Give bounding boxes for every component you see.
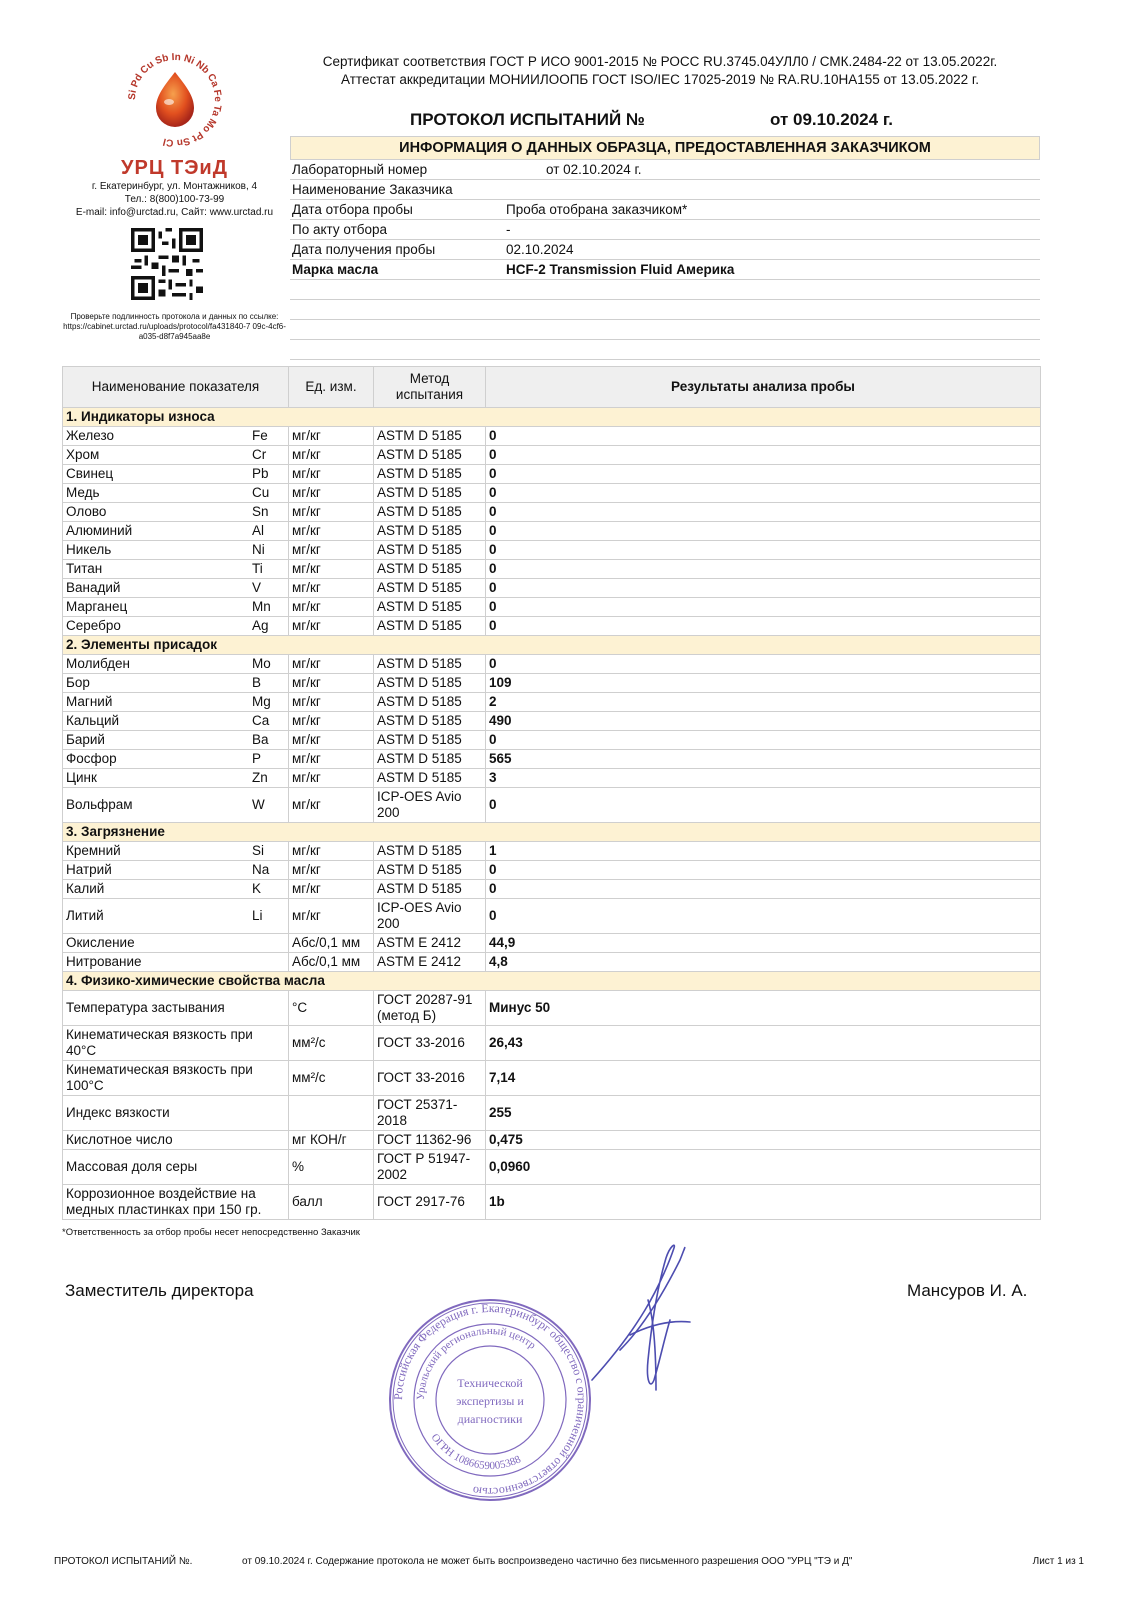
footer-page-number: Лист 1 из 1 (1032, 1556, 1084, 1567)
result-value: 0 (486, 861, 1041, 880)
section-row (63, 972, 1041, 991)
result-row (63, 934, 1041, 953)
indicator-cell (63, 1061, 289, 1096)
company-logo-icon (120, 50, 230, 150)
section-title: 3. Загрязнение (63, 823, 1041, 842)
result-value: Минус 50 (486, 991, 1041, 1026)
unit-cell: мг/кг (289, 617, 374, 636)
indicator-cell (63, 731, 289, 750)
result-row (63, 953, 1041, 972)
result-row (63, 1150, 1041, 1185)
indicator-cell (63, 934, 289, 953)
footer-middle: от 09.10.2024 г. Содержание протокола не может быть воспроизведено частично без письменного разрешения ООО "УРЦ "ТЭ и Д" (242, 1556, 853, 1567)
company-logo-block (62, 50, 287, 219)
company-address: г. Екатеринбург, ул. Монтажников, 4 (91, 181, 258, 192)
method-cell: ASTM D 5185 (374, 617, 486, 636)
result-value: 0 (486, 560, 1041, 579)
element-symbol: Ni (252, 542, 265, 557)
header-name: Наименование показателя (63, 367, 289, 408)
info-value: 02.10.2024 (506, 242, 574, 257)
element-symbol: K (252, 881, 262, 896)
indicator-name: Свинец (66, 466, 114, 481)
result-value: 0 (486, 446, 1041, 465)
indicator-cell (63, 617, 289, 636)
indicator-cell (63, 1131, 289, 1150)
info-value: Проба отобрана заказчиком* (506, 202, 688, 217)
indicator-name: Ванадий (66, 580, 121, 595)
sample-info-row (290, 180, 1040, 200)
unit-cell: Абс/0,1 мм (289, 934, 374, 953)
result-row (63, 788, 1041, 823)
unit-cell: мг/кг (289, 861, 374, 880)
indicator-cell (63, 1026, 289, 1061)
method-cell: ASTM D 5185 (374, 861, 486, 880)
result-value: 0 (486, 522, 1041, 541)
unit-cell: мг/кг (289, 560, 374, 579)
unit-cell: мг/кг (289, 712, 374, 731)
indicator-name: Окисление (66, 935, 135, 950)
section-row (63, 823, 1041, 842)
sample-info-heading: ИНФОРМАЦИЯ О ДАННЫХ ОБРАЗЦА, ПРЕДОСТАВЛЕННАЯ ЗАКАЗЧИКОМ (290, 136, 1040, 160)
unit-cell: мг/кг (289, 880, 374, 899)
results-body (63, 408, 1041, 1220)
indicator-name: Нитрование (66, 954, 142, 969)
result-row (63, 712, 1041, 731)
unit-cell: мг/кг (289, 427, 374, 446)
result-row (63, 1185, 1041, 1220)
result-row (63, 731, 1041, 750)
indicator-name: Медь (66, 485, 100, 500)
sample-info-blank-row (290, 280, 1040, 300)
protocol-date: от 09.10.2024 г. (770, 110, 893, 129)
header-unit: Ед. изм. (289, 367, 374, 408)
stamp-outer-text: Российская Федерация г. Екатеринбург общество с ограниченной ответственностью (390, 1300, 590, 1500)
indicator-cell (63, 484, 289, 503)
method-cell: ASTM D 5185 (374, 712, 486, 731)
indicator-cell (63, 598, 289, 617)
method-cell: ASTM D 5185 (374, 560, 486, 579)
unit-cell: мг/кг (289, 693, 374, 712)
result-row (63, 1026, 1041, 1061)
result-value: 0 (486, 465, 1041, 484)
stamp-center-line3: диагностики (457, 1412, 523, 1426)
indicator-name: Магний (66, 694, 113, 709)
indicator-name: Фосфор (66, 751, 117, 766)
indicator-cell (63, 788, 289, 823)
indicator-name: Температура застывания (66, 1000, 225, 1015)
element-symbol: Li (252, 908, 263, 923)
sample-info-blank-row (290, 340, 1040, 360)
result-value: 0 (486, 598, 1041, 617)
indicator-cell (63, 953, 289, 972)
info-key: Дата отбора пробы (292, 202, 413, 217)
info-value: - (506, 222, 511, 237)
result-value: 1 (486, 842, 1041, 861)
unit-cell: мг/кг (289, 769, 374, 788)
result-row (63, 427, 1041, 446)
result-value: 0 (486, 503, 1041, 522)
result-row (63, 503, 1041, 522)
unit-cell: мм²/с (289, 1061, 374, 1096)
results-table (62, 366, 1041, 1220)
indicator-name: Бор (66, 675, 90, 690)
element-symbol: Al (252, 523, 265, 538)
indicator-name: Барий (66, 732, 105, 747)
element-symbol: Na (252, 862, 270, 877)
section-title: 1. Индикаторы износа (63, 408, 1041, 427)
indicator-name: Вольфрам (66, 797, 133, 812)
indicator-cell (63, 1150, 289, 1185)
unit-cell: мг/кг (289, 674, 374, 693)
result-row (63, 1061, 1041, 1096)
indicator-cell (63, 541, 289, 560)
unit-cell: мг/кг (289, 842, 374, 861)
info-key: Наименование Заказчика (292, 182, 453, 197)
unit-cell: Абс/0,1 мм (289, 953, 374, 972)
method-cell: ASTM D 5185 (374, 674, 486, 693)
company-phone: Тел.: 8(800)100-73-99 (124, 194, 225, 205)
method-cell: ASTM D 5185 (374, 655, 486, 674)
indicator-cell (63, 427, 289, 446)
result-row (63, 617, 1041, 636)
results-header-row (63, 367, 1041, 408)
accreditation-line: Аттестат аккредитации МОНИИЛООПБ ГОСТ ISO/IEC 17025-2019 № RA.RU.10НА155 от 13.05.2022 г. (341, 72, 979, 87)
indicator-name: Кинематическая вязкость при 100°С (66, 1062, 253, 1093)
unit-cell: мг/кг (289, 541, 374, 560)
element-symbol: Si (252, 843, 265, 858)
result-row (63, 769, 1041, 788)
header-result: Результаты анализа пробы (486, 367, 1041, 408)
indicator-cell (63, 842, 289, 861)
method-cell: ASTM D 5185 (374, 484, 486, 503)
method-cell: ГОСТ 25371-2018 (374, 1096, 486, 1131)
result-value: 0 (486, 788, 1041, 823)
result-row (63, 880, 1041, 899)
unit-cell: мг/кг (289, 655, 374, 674)
indicator-name: Кинематическая вязкость при 40°С (66, 1027, 253, 1058)
indicator-name: Цинк (66, 770, 97, 785)
result-value: 0 (486, 579, 1041, 598)
method-cell: ГОСТ 33-2016 (374, 1026, 486, 1061)
footnote: *Ответственность за отбор пробы несет непосредственно Заказчик (62, 1227, 360, 1238)
result-value: 0 (486, 880, 1041, 899)
method-cell: ASTM D 5185 (374, 750, 486, 769)
protocol-title: ПРОТОКОЛ ИСПЫТАНИЙ № (410, 110, 645, 129)
unit-cell: балл (289, 1185, 374, 1220)
element-symbol: Fe (252, 428, 268, 443)
unit-cell: мг/кг (289, 503, 374, 522)
method-cell: ASTM D 5185 (374, 769, 486, 788)
result-value: 255 (486, 1096, 1041, 1131)
header-method: Метод испытания (374, 367, 486, 408)
sample-info-blank-row (290, 320, 1040, 340)
unit-cell: % (289, 1150, 374, 1185)
result-row (63, 598, 1041, 617)
element-symbol: Ba (252, 732, 269, 747)
result-row (63, 1131, 1041, 1150)
result-row (63, 541, 1041, 560)
sample-info-blank-row (290, 300, 1040, 320)
indicator-cell (63, 861, 289, 880)
unit-cell: мг/кг (289, 788, 374, 823)
indicator-name: Индекс вязкости (66, 1105, 170, 1120)
element-symbol: B (252, 675, 262, 690)
indicator-cell (63, 560, 289, 579)
method-cell: ASTM D 5185 (374, 842, 486, 861)
unit-cell: мг/кг (289, 446, 374, 465)
indicator-name: Кремний (66, 843, 121, 858)
verification-note (62, 312, 287, 342)
indicator-cell (63, 712, 289, 731)
unit-cell: °С (289, 991, 374, 1026)
result-value: 0 (486, 731, 1041, 750)
method-cell: ГОСТ 33-2016 (374, 1061, 486, 1096)
indicator-name: Кислотное число (66, 1132, 173, 1147)
section-row (63, 408, 1041, 427)
unit-cell: мг/кг (289, 899, 374, 934)
element-symbol: W (252, 797, 265, 812)
indicator-cell (63, 750, 289, 769)
info-value: от 02.10.2024 г. (546, 162, 642, 177)
unit-cell: мм²/с (289, 1026, 374, 1061)
signer-title: Заместитель директора (65, 1281, 254, 1300)
method-cell: ASTM D 5185 (374, 693, 486, 712)
method-cell: ASTM D 5185 (374, 579, 486, 598)
result-value: 0 (486, 655, 1041, 674)
method-cell: ICP-OES Avio 200 (374, 899, 486, 934)
sample-info-row (290, 200, 1040, 220)
element-symbol: Ag (252, 618, 269, 633)
indicator-cell (63, 465, 289, 484)
method-cell: ASTM E 2412 (374, 934, 486, 953)
indicator-name: Алюминий (66, 523, 133, 538)
indicator-cell (63, 991, 289, 1026)
indicator-name: Железо (66, 428, 114, 443)
indicator-cell (63, 674, 289, 693)
unit-cell (289, 1096, 374, 1131)
result-row (63, 842, 1041, 861)
element-symbol: Cr (252, 447, 267, 462)
method-cell: ASTM D 5185 (374, 522, 486, 541)
unit-cell: мг/кг (289, 750, 374, 769)
element-symbol: Mo (252, 656, 271, 671)
result-row (63, 465, 1041, 484)
indicator-cell (63, 1096, 289, 1131)
indicator-name: Молибден (66, 656, 130, 671)
verification-text: Проверьте подлинность протокола и данных по ссылке: (70, 312, 279, 321)
indicator-cell (63, 880, 289, 899)
method-cell: ГОСТ 11362-96 (374, 1131, 486, 1150)
result-value: 26,43 (486, 1026, 1041, 1061)
unit-cell: мг/кг (289, 731, 374, 750)
result-value: 2 (486, 693, 1041, 712)
result-row (63, 750, 1041, 769)
result-row (63, 693, 1041, 712)
indicator-cell (63, 579, 289, 598)
element-symbol: Mn (252, 599, 271, 614)
result-row (63, 560, 1041, 579)
indicator-cell (63, 899, 289, 934)
info-key: По акту отбора (292, 222, 388, 237)
result-value: 0,475 (486, 1131, 1041, 1150)
result-row (63, 674, 1041, 693)
sample-info-row (290, 260, 1040, 280)
unit-cell: мг/кг (289, 598, 374, 617)
element-symbol: Pb (252, 466, 269, 481)
info-key: Дата получения пробы (292, 242, 436, 257)
method-cell: ICP-OES Avio 200 (374, 788, 486, 823)
footer-left: ПРОТОКОЛ ИСПЫТАНИЙ №. (54, 1556, 193, 1567)
result-row (63, 899, 1041, 934)
indicator-name: Серебро (66, 618, 121, 633)
indicator-name: Марганец (66, 599, 128, 614)
indicator-cell (63, 522, 289, 541)
method-cell: ГОСТ 20287-91 (метод Б) (374, 991, 486, 1026)
sample-info-row (290, 220, 1040, 240)
indicator-name: Никель (66, 542, 112, 557)
result-row (63, 991, 1041, 1026)
unit-cell: мг/кг (289, 465, 374, 484)
result-row (63, 484, 1041, 503)
certificate-line: Сертификат соответствия ГОСТ Р ИСО 9001-2015 № РОСС RU.3745.04УЛЛ0 / СМК.2484-22 от 13.05.2022г. (322, 54, 998, 69)
result-value: 44,9 (486, 934, 1041, 953)
info-key: Марка масла (292, 262, 379, 277)
method-cell: ASTM D 5185 (374, 598, 486, 617)
result-value: 4,8 (486, 953, 1041, 972)
qr-code-icon[interactable] (131, 228, 203, 300)
unit-cell: мг/кг (289, 484, 374, 503)
company-name: УРЦ ТЭиД (121, 157, 228, 179)
stamp-ogrn: ОГРН 1086659005388 (428, 1431, 523, 1473)
indicator-name: Кальций (66, 713, 120, 728)
unit-cell: мг/кг (289, 579, 374, 598)
result-row (63, 655, 1041, 674)
method-cell: ASTM D 5185 (374, 503, 486, 522)
indicator-name: Натрий (66, 862, 112, 877)
result-row (63, 446, 1041, 465)
result-row (63, 579, 1041, 598)
result-value: 7,14 (486, 1061, 1041, 1096)
result-row (63, 522, 1041, 541)
indicator-cell (63, 446, 289, 465)
element-symbol: Cu (252, 485, 270, 500)
result-value: 0 (486, 541, 1041, 560)
method-cell: ГОСТ Р 51947-2002 (374, 1150, 486, 1185)
handwritten-signature-icon (590, 1240, 700, 1400)
method-cell: ASTM D 5185 (374, 541, 486, 560)
element-symbol: Ti (252, 561, 263, 576)
indicator-name: Хром (66, 447, 100, 462)
indicator-name: Литий (66, 908, 104, 923)
result-row (63, 861, 1041, 880)
result-value: 0,0960 (486, 1150, 1041, 1185)
result-value: 0 (486, 427, 1041, 446)
unit-cell: мг/кг (289, 522, 374, 541)
indicator-name: Олово (66, 504, 107, 519)
indicator-cell (63, 693, 289, 712)
result-value: 1b (486, 1185, 1041, 1220)
indicator-name: Калий (66, 881, 105, 896)
logo-ring-text: Si Pd Cu Sb In Ni Nb Ca Fe Ta Mo Pt Sn Cl (126, 51, 223, 149)
method-cell: ASTM D 5185 (374, 427, 486, 446)
section-title: 2. Элементы присадок (63, 636, 1041, 655)
indicator-cell (63, 503, 289, 522)
info-value: HCF-2 Transmission Fluid Америка (506, 262, 735, 277)
result-value: 3 (486, 769, 1041, 788)
verification-link[interactable]: https://cabinet.urctad.ru/uploads/protocol/fa431840-7 09c-4cf6-a035-d8f7a945aa8e (63, 322, 286, 341)
result-value: 490 (486, 712, 1041, 731)
element-symbol: P (252, 751, 262, 766)
result-value: 565 (486, 750, 1041, 769)
method-cell: ГОСТ 2917-76 (374, 1185, 486, 1220)
element-symbol: V (252, 580, 262, 595)
element-symbol: Sn (252, 504, 269, 519)
method-cell: ASTM D 5185 (374, 880, 486, 899)
result-row (63, 1096, 1041, 1131)
method-cell: ASTM E 2412 (374, 953, 486, 972)
result-value: 109 (486, 674, 1041, 693)
indicator-name: Массовая доля серы (66, 1159, 198, 1174)
method-cell: ASTM D 5185 (374, 446, 486, 465)
stamp-inner-text: Уральский региональный центр (414, 1324, 538, 1401)
unit-cell: мг КОН/г (289, 1131, 374, 1150)
indicator-name: Коррозионное воздействие на медных пластинках при 150 гр. (66, 1186, 262, 1217)
result-value: 0 (486, 899, 1041, 934)
signer-name: Мансуров И. А. (907, 1281, 1028, 1300)
sample-info-row (290, 240, 1040, 260)
sample-info-row (290, 160, 1040, 180)
section-row (63, 636, 1041, 655)
company-stamp-icon (385, 1295, 595, 1505)
result-value: 0 (486, 617, 1041, 636)
indicator-cell (63, 769, 289, 788)
stamp-center-line1: Технической (457, 1376, 523, 1390)
indicator-cell (63, 1185, 289, 1220)
stamp-center-line2: экспертизы и (456, 1394, 524, 1408)
sample-info-table (290, 136, 1040, 360)
element-symbol: Mg (252, 694, 271, 709)
element-symbol: Ca (252, 713, 270, 728)
method-cell: ASTM D 5185 (374, 731, 486, 750)
element-symbol: Zn (252, 770, 268, 785)
company-contacts: E-mail: info@urctad.ru, Сайт: www.urctad.ru (75, 207, 274, 218)
result-value: 0 (486, 484, 1041, 503)
indicator-cell (63, 655, 289, 674)
method-cell: ASTM D 5185 (374, 465, 486, 484)
section-title: 4. Физико-химические свойства масла (63, 972, 1041, 991)
indicator-name: Титан (66, 561, 103, 576)
info-key: Лабораторный номер (292, 162, 428, 177)
